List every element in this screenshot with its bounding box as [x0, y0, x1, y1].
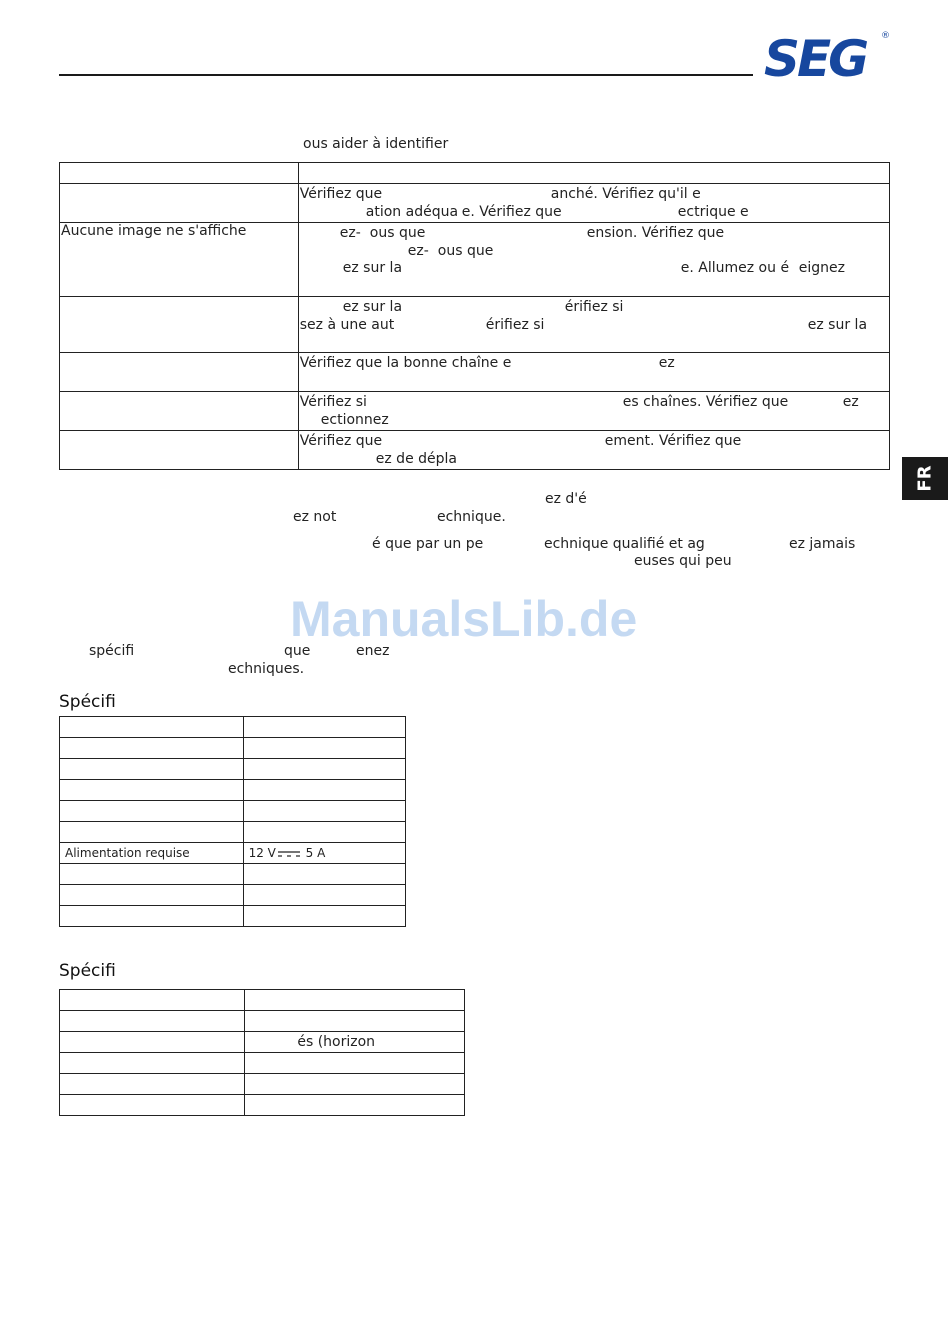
troubleshooting-table	[59, 162, 890, 470]
spec-table-1	[59, 716, 406, 927]
paragraph-fragment: é que par un pe	[372, 536, 484, 552]
spec-row	[60, 780, 406, 801]
spec-label-cell	[60, 990, 245, 1011]
spec-label-cell	[60, 780, 244, 801]
spec-value-cell	[243, 717, 405, 738]
problem-cell	[60, 297, 299, 353]
intro-fragment: ous aider à identifier	[303, 136, 449, 152]
solution-fragment: Vérifiez que	[299, 433, 383, 449]
spec-value-cell	[243, 864, 405, 885]
problem-cell	[60, 392, 299, 431]
spec-label-cell	[60, 822, 244, 843]
solution-fragment: Vérifiez que la bonne chaîne e	[299, 355, 512, 371]
spec-row	[60, 1095, 465, 1116]
solution-fragment: ez de dépla	[375, 450, 457, 467]
spec-value-cell	[243, 885, 405, 906]
spec-value-cell	[243, 843, 405, 864]
solution-fragment: Vérifiez que	[299, 186, 383, 202]
solution-line	[300, 394, 888, 412]
solution-fragment: ez sur la	[342, 260, 403, 276]
spec-value-cell	[245, 1053, 465, 1074]
solution-fragment: ez-	[339, 225, 361, 241]
seg-logo	[764, 28, 892, 80]
solution-cell	[298, 163, 889, 184]
solution-fragment: ous que	[369, 225, 426, 241]
troubleshooting-row	[60, 392, 890, 431]
troubleshooting-row	[60, 184, 890, 223]
spec-value-cell	[243, 738, 405, 759]
spec-value-cell	[245, 1011, 465, 1032]
spec-value-cell	[243, 906, 405, 927]
solution-line	[300, 186, 888, 204]
solution-fragment: Vérifiez si	[299, 394, 367, 410]
spec-label-cell	[60, 717, 244, 738]
spec-label-cell	[60, 885, 244, 906]
solution-line	[300, 412, 888, 430]
solution-line	[300, 451, 888, 469]
solution-line	[300, 355, 888, 373]
spec-label-cell	[60, 1095, 245, 1116]
dc-current-icon	[278, 850, 300, 858]
spec-row	[60, 990, 465, 1011]
solution-fragment: érifiez si	[485, 316, 545, 333]
paragraph-fragment: echnique.	[437, 509, 506, 525]
solution-fragment: ez sur la	[807, 316, 868, 333]
spec-value-cell	[243, 822, 405, 843]
logo-registered-mark: ®	[881, 31, 890, 41]
problem-cell	[60, 184, 299, 223]
solution-line	[300, 243, 888, 261]
paragraph-fragment: echnique qualifié et ag	[544, 536, 705, 552]
paragraph-fragment: que	[284, 643, 311, 659]
spec-value-voltage: 12 V	[248, 846, 276, 860]
spec-heading-2: Spécifi	[59, 961, 116, 981]
troubleshooting-row	[60, 431, 890, 470]
solution-cell	[298, 392, 889, 431]
solution-fragment: ension. Vérifiez que	[586, 225, 725, 241]
spec-row	[60, 1032, 465, 1053]
spec-value-current: 5 A	[301, 846, 326, 860]
solution-line	[300, 260, 888, 278]
solution-fragment: e. Allumez ou é	[680, 260, 790, 276]
spec-label-cell	[60, 1032, 245, 1053]
spec-label-cell	[60, 1011, 245, 1032]
spec-label-cell	[60, 801, 244, 822]
solution-fragment: e. Vérifiez que	[461, 203, 562, 220]
spec-row	[60, 1074, 465, 1095]
spec-label-cell	[60, 738, 244, 759]
solution-line	[300, 299, 888, 317]
spec-row	[60, 843, 406, 864]
solution-fragment: ectionnez	[320, 411, 389, 428]
solution-fragment: ez sur la	[342, 299, 403, 315]
solution-fragment: eignez	[798, 260, 845, 276]
paragraph-fragment: ez jamais	[789, 536, 856, 552]
spec-value-cell	[243, 759, 405, 780]
solution-fragment: ation adéqua	[365, 203, 459, 220]
problem-cell	[60, 431, 299, 470]
solution-cell	[298, 431, 889, 470]
spec-heading-1: Spécifi	[59, 692, 116, 712]
spec-row	[60, 822, 406, 843]
troubleshooting-row	[60, 223, 890, 297]
spec-value-cell	[245, 1095, 465, 1116]
paragraph-fragment: enez	[356, 643, 390, 659]
spec-row	[60, 801, 406, 822]
troubleshooting-row	[60, 353, 890, 392]
problem-cell	[60, 163, 299, 184]
spec-row	[60, 885, 406, 906]
spec-row	[60, 759, 406, 780]
paragraph-fragment: ez d'é	[545, 491, 587, 507]
spec-row	[60, 738, 406, 759]
logo-text: SEG	[764, 30, 867, 80]
language-tab-label: FR	[914, 465, 936, 492]
solution-fragment: ez	[842, 394, 859, 410]
solution-fragment: sez à une aut	[299, 316, 395, 333]
spec-label-cell	[60, 906, 244, 927]
header-rule	[59, 74, 753, 76]
solution-cell	[298, 184, 889, 223]
solution-line	[300, 204, 888, 222]
solution-line	[300, 225, 888, 243]
problem-cell	[60, 353, 299, 392]
solution-fragment: ement. Vérifiez que	[604, 433, 742, 449]
spec-label-cell	[60, 1053, 245, 1074]
solution-fragment: ez-	[407, 242, 429, 259]
spec-value-cell	[245, 1074, 465, 1095]
spec-row	[60, 717, 406, 738]
watermark: ManualsLib.de	[290, 591, 638, 647]
spec-row	[60, 1011, 465, 1032]
spec-row	[60, 1053, 465, 1074]
solution-cell	[298, 297, 889, 353]
troubleshooting-row	[60, 297, 890, 353]
language-tab	[902, 457, 948, 500]
solution-cell	[298, 223, 889, 297]
paragraph-fragment: euses qui peu	[634, 553, 732, 569]
paragraph-fragment: echniques.	[228, 661, 305, 677]
solution-fragment: érifiez si	[564, 299, 624, 315]
spec-table-2	[59, 989, 465, 1116]
solution-line	[300, 317, 888, 335]
troubleshooting-row	[60, 163, 890, 184]
solution-fragment: ez	[658, 355, 675, 371]
spec-value-cell: és (horizon	[245, 1032, 465, 1053]
solution-fragment: ectrique e	[677, 203, 749, 220]
spec-label-cell: Alimentation requise	[60, 843, 244, 864]
solution-line	[300, 433, 888, 451]
spec-row	[60, 906, 406, 927]
solution-fragment: ous que	[437, 242, 494, 259]
spec-value-cell	[243, 780, 405, 801]
spec-label-cell	[60, 759, 244, 780]
solution-cell	[298, 353, 889, 392]
solution-fragment: anché. Vérifiez qu'il e	[550, 186, 701, 202]
spec-value-cell	[245, 990, 465, 1011]
spec-label-cell	[60, 864, 244, 885]
spec-value-cell	[243, 801, 405, 822]
paragraph-fragment: ez not	[293, 509, 337, 525]
problem-cell: Aucune image ne s'affiche	[60, 223, 299, 297]
solution-fragment: es chaînes. Vérifiez que	[622, 394, 789, 410]
spec-label-cell	[60, 1074, 245, 1095]
spec-row	[60, 864, 406, 885]
paragraph-fragment: spécifi	[89, 643, 135, 659]
